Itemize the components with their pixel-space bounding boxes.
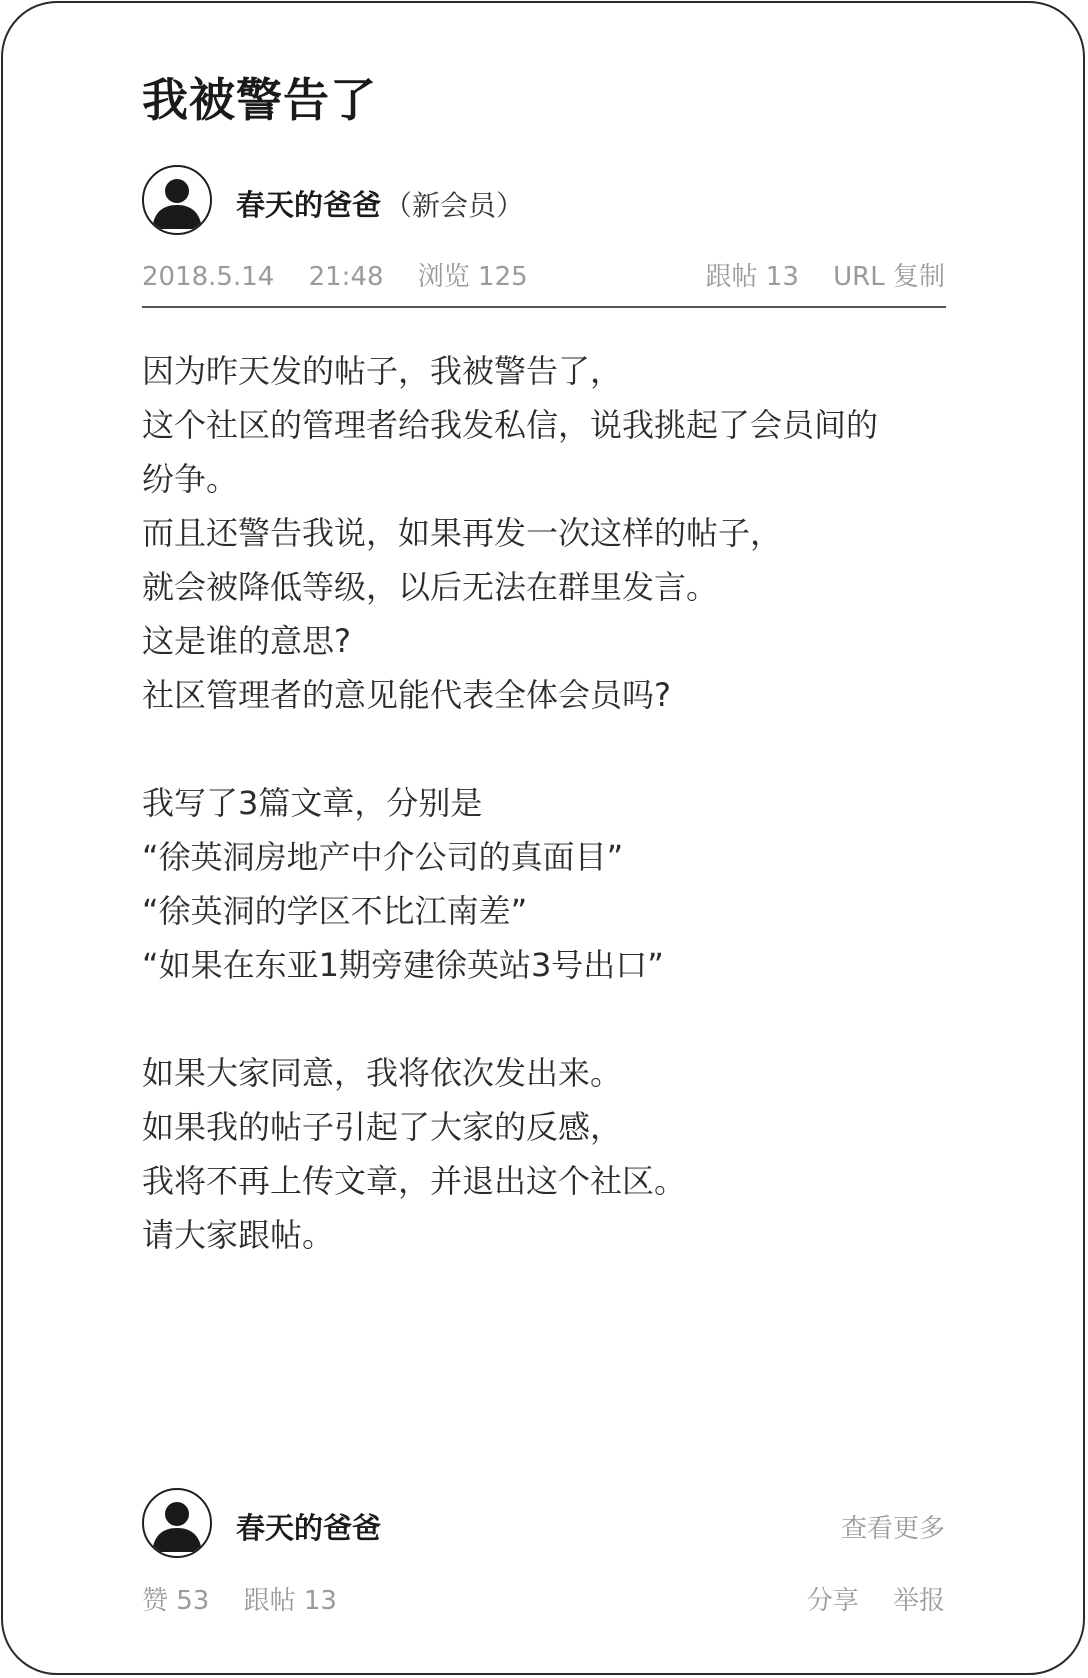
footer-avatar-icon[interactable]	[142, 1488, 212, 1558]
author-name[interactable]: 春天的爸爸	[236, 188, 382, 222]
body-line: 我写了3篇文章，分别是	[142, 784, 483, 822]
view-more-link[interactable]: 查看更多	[840, 1514, 945, 1544]
post-body	[142, 344, 952, 1262]
post-meta-left	[142, 256, 528, 293]
author-avatar-icon[interactable]	[142, 165, 212, 235]
body-line: “徐英洞的学区不比江南差”	[142, 892, 528, 930]
body-line: 如果我的帖子引起了大家的反感，	[142, 1108, 623, 1146]
like-button[interactable]: 赞 53	[142, 1586, 210, 1616]
share-button[interactable]: 分享	[806, 1586, 859, 1616]
header-divider	[142, 306, 946, 308]
post-title: 我被警告了	[142, 73, 377, 127]
body-line: 请大家跟帖。	[142, 1216, 335, 1254]
body-line: “徐英洞房地产中介公司的真面目”	[142, 838, 624, 876]
body-line: 我将不再上传文章，并退出这个社区。	[142, 1162, 687, 1200]
footer-author-name[interactable]: 春天的爸爸	[236, 1511, 382, 1545]
body-line: 如果大家同意，我将依次发出来。	[142, 1054, 623, 1092]
body-line: 这是谁的意思?	[142, 622, 351, 660]
post-date: 2018.5.14	[142, 262, 275, 292]
author-role: （新会员）	[384, 189, 525, 222]
footer-stats	[142, 1580, 337, 1617]
body-line: “如果在东亚1期旁建徐英站3号出口”	[142, 946, 664, 984]
body-line: 纷争。	[142, 460, 239, 498]
paragraph-gap	[142, 722, 952, 776]
report-button[interactable]: 举报	[892, 1586, 945, 1616]
reply-count-link[interactable]: 跟帖 13	[705, 262, 799, 292]
post-time: 21:48	[308, 262, 384, 292]
paragraph-gap	[142, 992, 952, 1046]
post-meta-right	[706, 256, 945, 293]
view-count: 浏览 125	[417, 262, 528, 292]
body-line: 因为昨天发的帖子，我被警告了，	[142, 352, 623, 390]
footer-reply-link[interactable]: 跟帖 13	[243, 1586, 337, 1616]
body-line: 而且还警告我说，如果再发一次这样的帖子，	[142, 514, 783, 552]
body-line: 这个社区的管理者给我发私信，说我挑起了会员间的	[142, 406, 879, 444]
body-line: 就会被降低等级，以后无法在群里发言。	[142, 568, 719, 606]
copy-url-button[interactable]: URL 复制	[833, 262, 945, 292]
footer-actions	[807, 1580, 945, 1617]
body-line: 社区管理者的意见能代表全体会员吗?	[142, 676, 671, 714]
